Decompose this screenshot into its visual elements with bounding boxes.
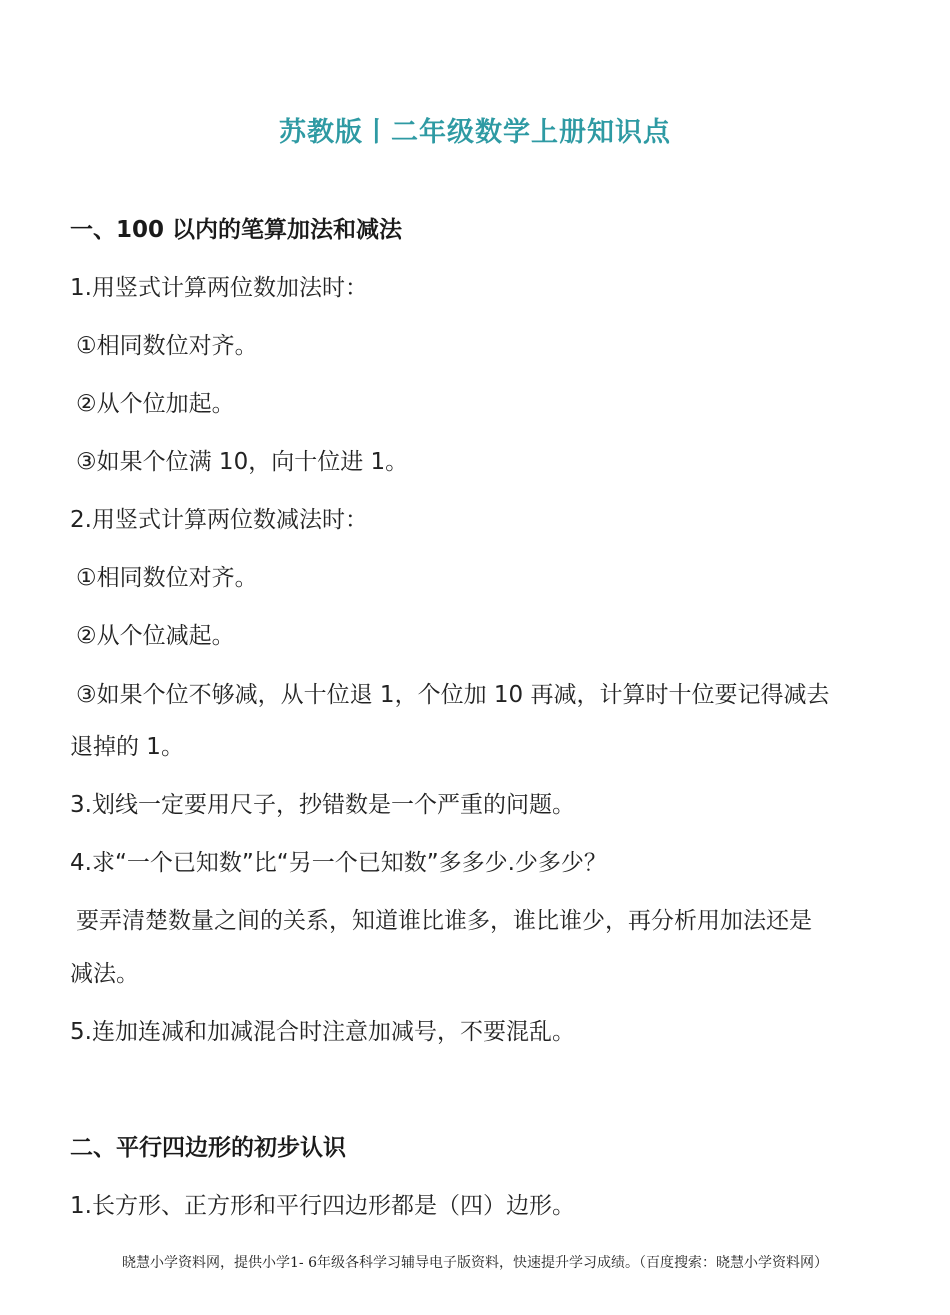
list-item-5: 5.连加连减和加减混合时注意加减号，不要混乱。 xyxy=(70,1019,575,1045)
step-carry: ③如果个位满 10，向十位进 1。 xyxy=(76,449,409,475)
section-heading-1: 一、100 以内的笔算加法和减法 xyxy=(70,217,403,243)
page-footer: 晓慧小学资料网，提供小学1- 6年级各科学习辅导电子版资料，快速提升学习成绩。（百度搜索：晓慧小学资料网） xyxy=(122,1255,828,1271)
step-subtract-from-ones: ②从个位减起。 xyxy=(76,623,235,649)
step-align-digits-subtract: ①相同数位对齐。 xyxy=(76,565,258,591)
step-add-from-ones: ②从个位加起。 xyxy=(76,391,235,417)
list-item-4: 4.求“一个已知数”比“另一个已知数”多多少.少多少？ xyxy=(70,850,607,876)
document-title: 苏教版丨二年级数学上册知识点 xyxy=(279,117,671,148)
list-item-shapes: 1.长方形、正方形和平行四边形都是（四）边形。 xyxy=(70,1193,575,1219)
step-borrow: ③如果个位不够减，从十位退 1，个位加 10 再减，计算时十位要记得减去 xyxy=(76,682,830,708)
list-item-1: 1.用竖式计算两位数加法时： xyxy=(70,275,368,301)
step-borrow-continued: 退掉的 1。 xyxy=(70,734,184,760)
list-item-4-explanation-continued: 减法。 xyxy=(70,961,139,987)
list-item-4-explanation: 要弄清楚数量之间的关系，知道谁比谁多，谁比谁少，再分析用加法还是 xyxy=(76,908,812,934)
section-heading-2: 二、平行四边形的初步认识 xyxy=(70,1135,346,1161)
step-align-digits: ①相同数位对齐。 xyxy=(76,333,258,359)
list-item-3: 3.划线一定要用尺子，抄错数是一个严重的问题。 xyxy=(70,792,575,818)
list-item-2: 2.用竖式计算两位数减法时： xyxy=(70,507,368,533)
